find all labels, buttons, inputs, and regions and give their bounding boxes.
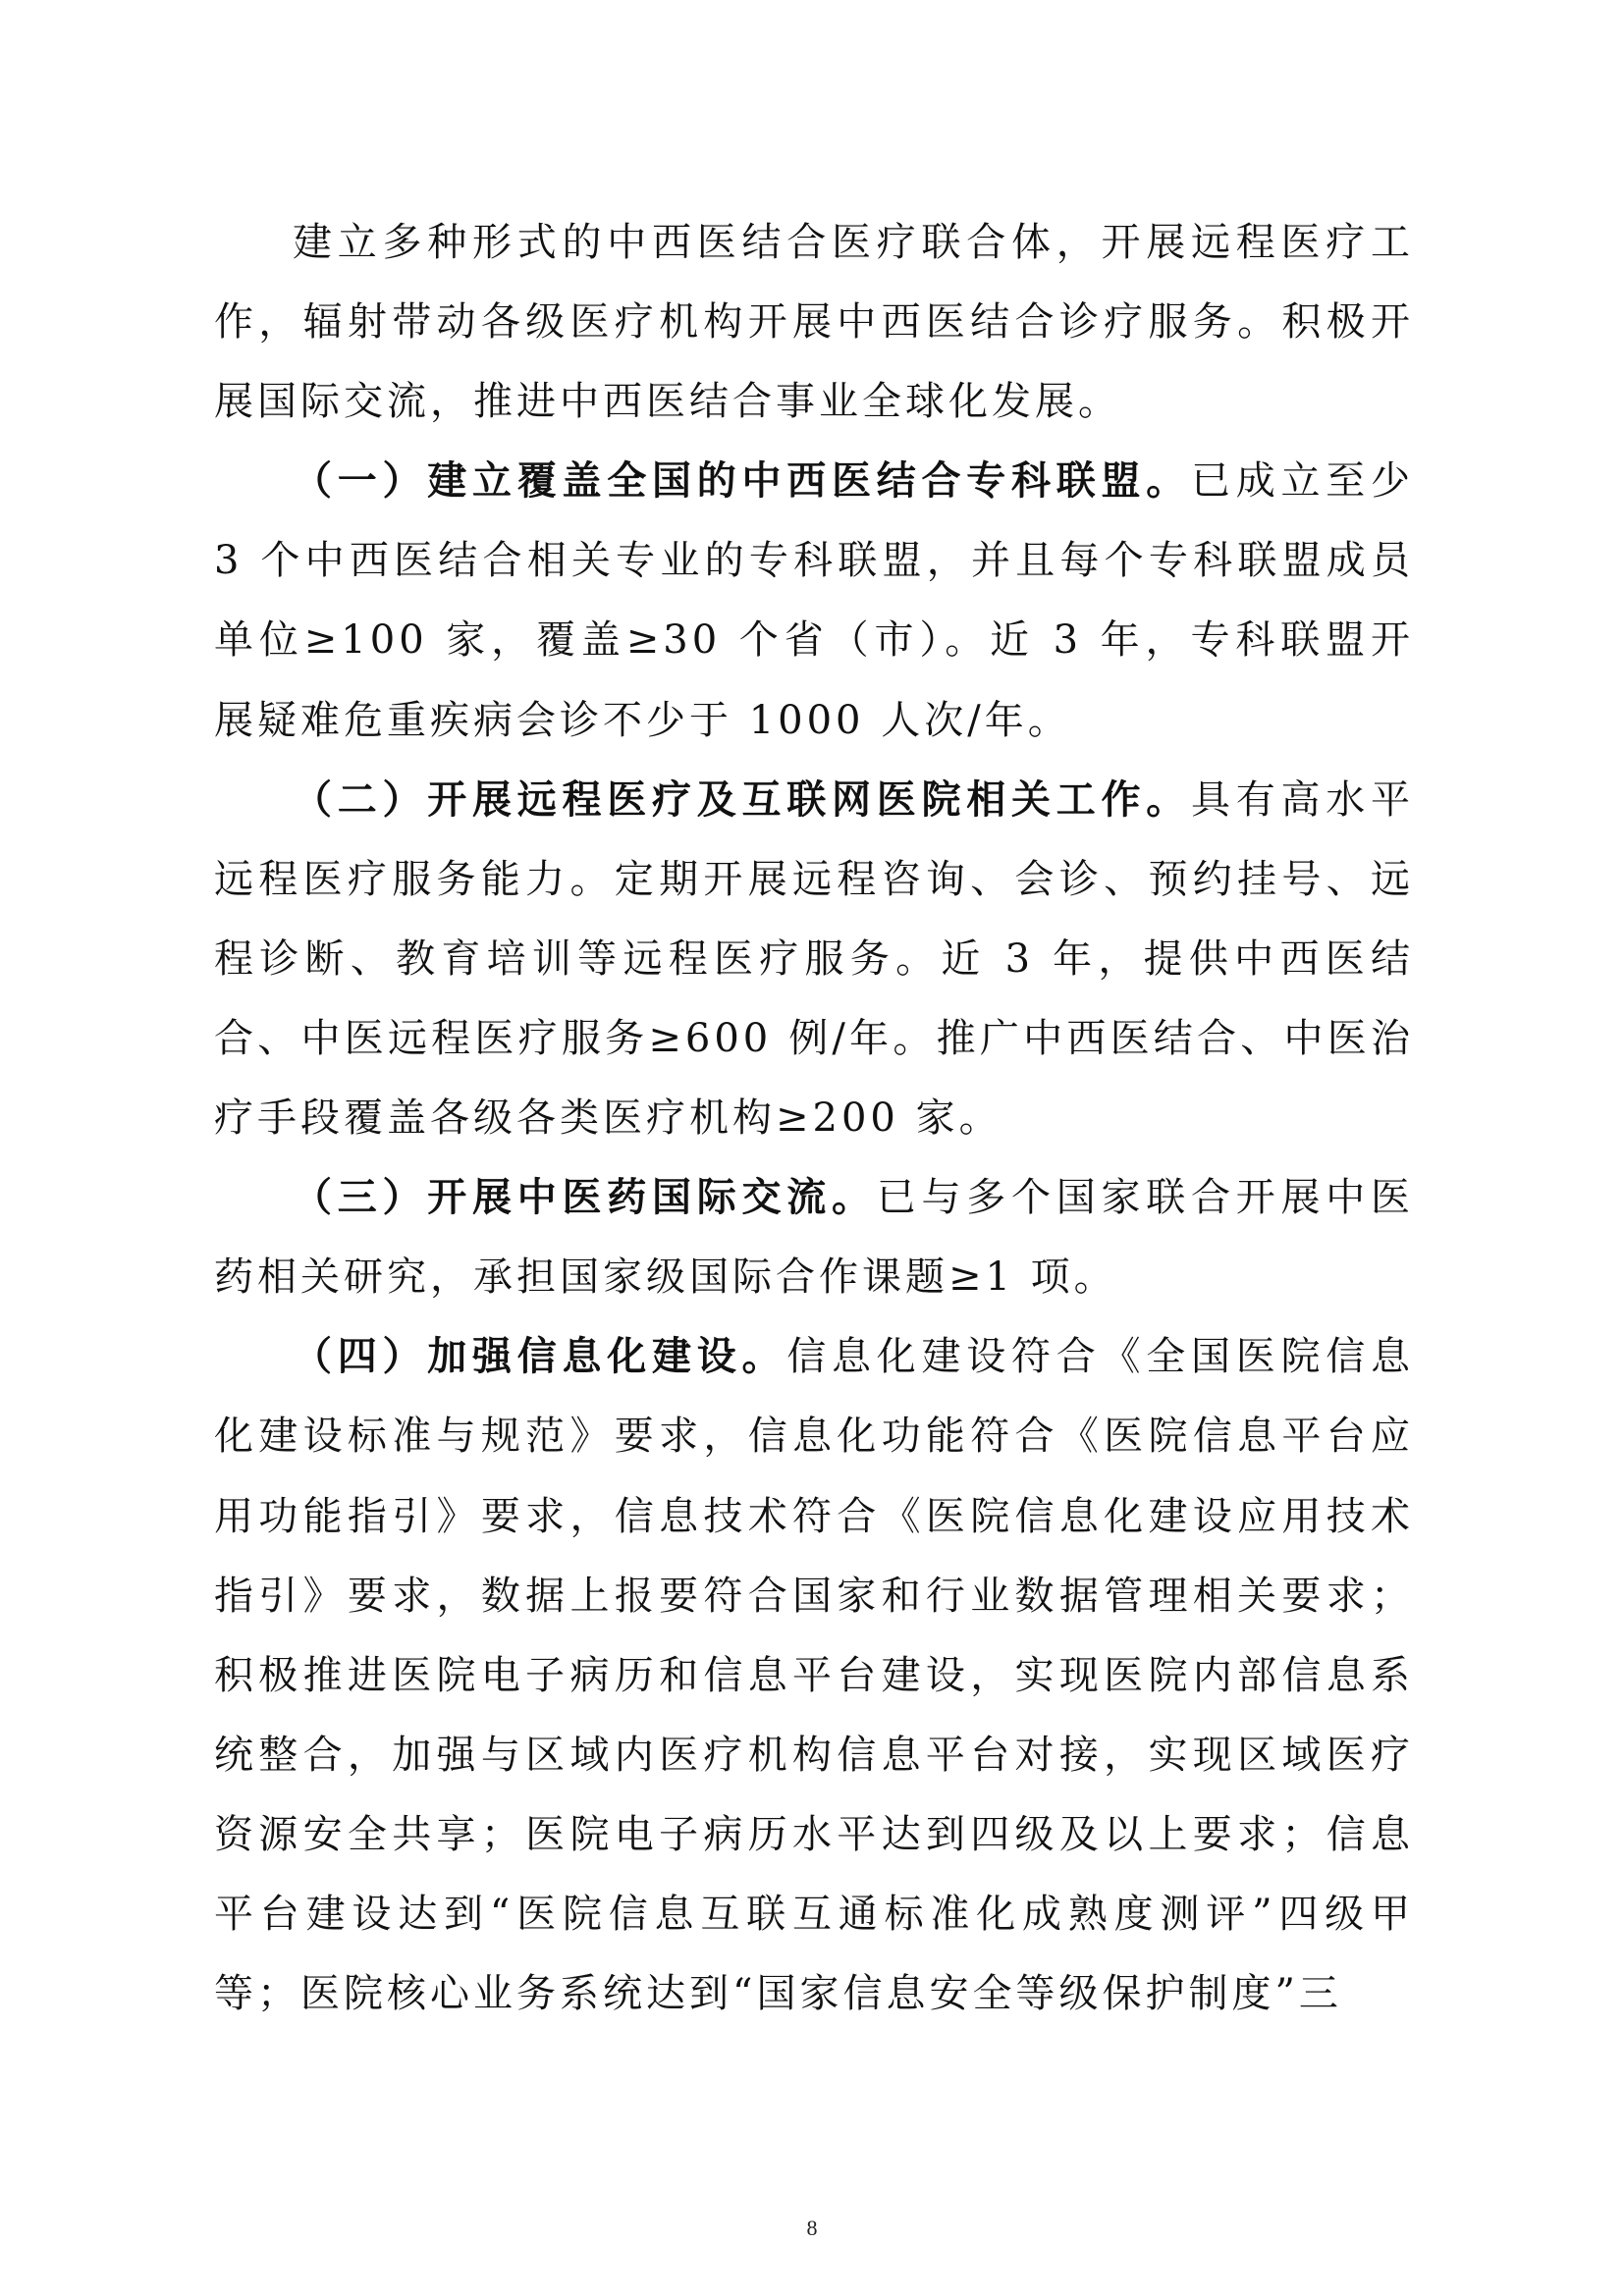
body-text (214, 203, 1414, 2034)
paragraph-section-2 (214, 761, 1414, 1158)
paragraph-section-4 (214, 1317, 1414, 2034)
paragraph-body: 已与多个国家联合开展中医药相关研究，承担国家级国际合作课题≥1 项。 (214, 1175, 1414, 1301)
paragraph-section-1 (214, 442, 1414, 760)
paragraph-body: 具有高水平远程医疗服务能力。定期开展远程咨询、会诊、预约挂号、远程诊断、教育培训等远程医疗服务。近 3 年，提供中西医结合、中医远程医疗服务≥600 例/年。推广中西医结合、中医治疗手段覆盖各级各类医疗机构≥200 家。 (214, 776, 1414, 1142)
paragraph-body: 信息化建设符合《全国医院信息化建设标准与规范》要求，信息化功能符合《医院信息平台应用功能指引》要求，信息技术符合《医院信息化建设应用技术指引》要求，数据上报要符合国家和行业数据管理相关要求；积极推进医院电子病历和信息平台建设，实现医院内部信息系统整合，加强与区域内医疗机构信息平台对接，实现区域医疗资源安全共享；医院电子病历水平达到四级及以上要求；信息平台建设达到“医院信息互联互通标准化成熟度测评”四级甲等；医院核心业务系统达到“国家信息安全等级保护制度”三 (214, 1334, 1414, 2017)
paragraph-intro (214, 203, 1414, 442)
paragraph-heading: （一）建立覆盖全国的中西医结合专科联盟。 (293, 458, 1191, 505)
paragraph-body: 建立多种形式的中西医结合医疗联合体，开展远程医疗工作，辐射带动各级医疗机构开展中西医结合诊疗服务。积极开展国际交流，推进中西医结合事业全球化发展。 (214, 220, 1414, 425)
paragraph-body: 已成立至少 3 个中西医结合相关专业的专科联盟，并且每个专科联盟成员单位≥100 家，覆盖≥30 个省（市）。近 3 年，专科联盟开展疑难危重疾病会诊不少于 1000 人次/年。 (214, 458, 1414, 743)
paragraph-heading: （三）开展中医药国际交流。 (293, 1175, 877, 1221)
paragraph-heading: （四）加强信息化建设。 (293, 1334, 787, 1380)
paragraph-heading: （二）开展远程医疗及互联网医院相关工作。 (293, 776, 1191, 823)
paragraph-section-3 (214, 1158, 1414, 1317)
page-number: 8 (806, 2216, 818, 2240)
